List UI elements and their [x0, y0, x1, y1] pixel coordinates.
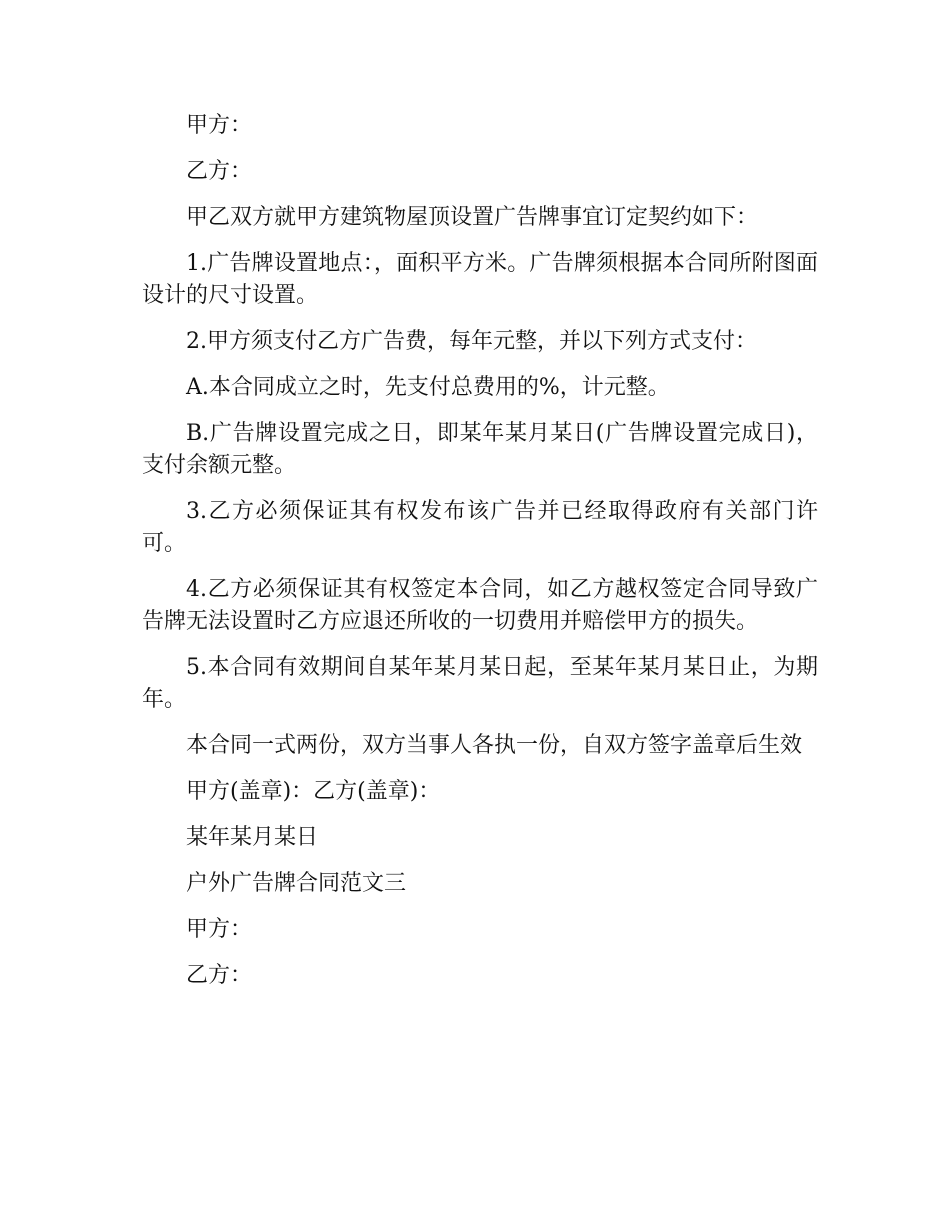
- document-page: [142, 110, 818, 1006]
- section-heading: 户外广告牌合同范文三: [186, 871, 407, 896]
- clause-1: 1.广告牌设置地点：，面积平方米。广告牌须根据本合同所附图面设计的尺寸设置。: [142, 251, 818, 308]
- party-b-line: 乙方：: [186, 159, 253, 184]
- clause-4: 4.乙方必须保证其有权签定本合同，如乙方越权签定合同导致广告牌无法设置时乙方应退还所收的一切费用并赔偿甲方的损失。: [142, 577, 818, 634]
- party-a-line-2: 甲方：: [186, 917, 253, 942]
- date-line: 某年某月某日: [186, 825, 319, 850]
- contract-intro: 甲乙双方就甲方建筑物屋顶设置广告牌事宜订定契约如下：: [186, 205, 759, 230]
- clause-2b: B.广告牌设置完成之日，即某年某月某日(广告牌设置完成日)，支付余额元整。: [142, 421, 819, 478]
- clause-2a: A.本合同成立之时，先支付总费用的%，计元整。: [186, 375, 670, 400]
- party-b-line-2: 乙方：: [186, 963, 253, 988]
- clause-3: 3.乙方必须保证其有权发布该广告并已经取得政府有关部门许可。: [142, 499, 818, 556]
- party-a-line: 甲方：: [186, 113, 253, 138]
- clause-2: 2.甲方须支付乙方广告费，每年元整，并以下列方式支付：: [186, 329, 757, 354]
- signature-line: 甲方(盖章)：乙方(盖章)：: [186, 779, 441, 804]
- effectiveness-clause: 本合同一式两份，双方当事人各执一份，自双方签字盖章后生效: [186, 733, 803, 758]
- clause-5: 5.本合同有效期间自某年某月某日起，至某年某月某日止，为期年。: [142, 655, 818, 712]
